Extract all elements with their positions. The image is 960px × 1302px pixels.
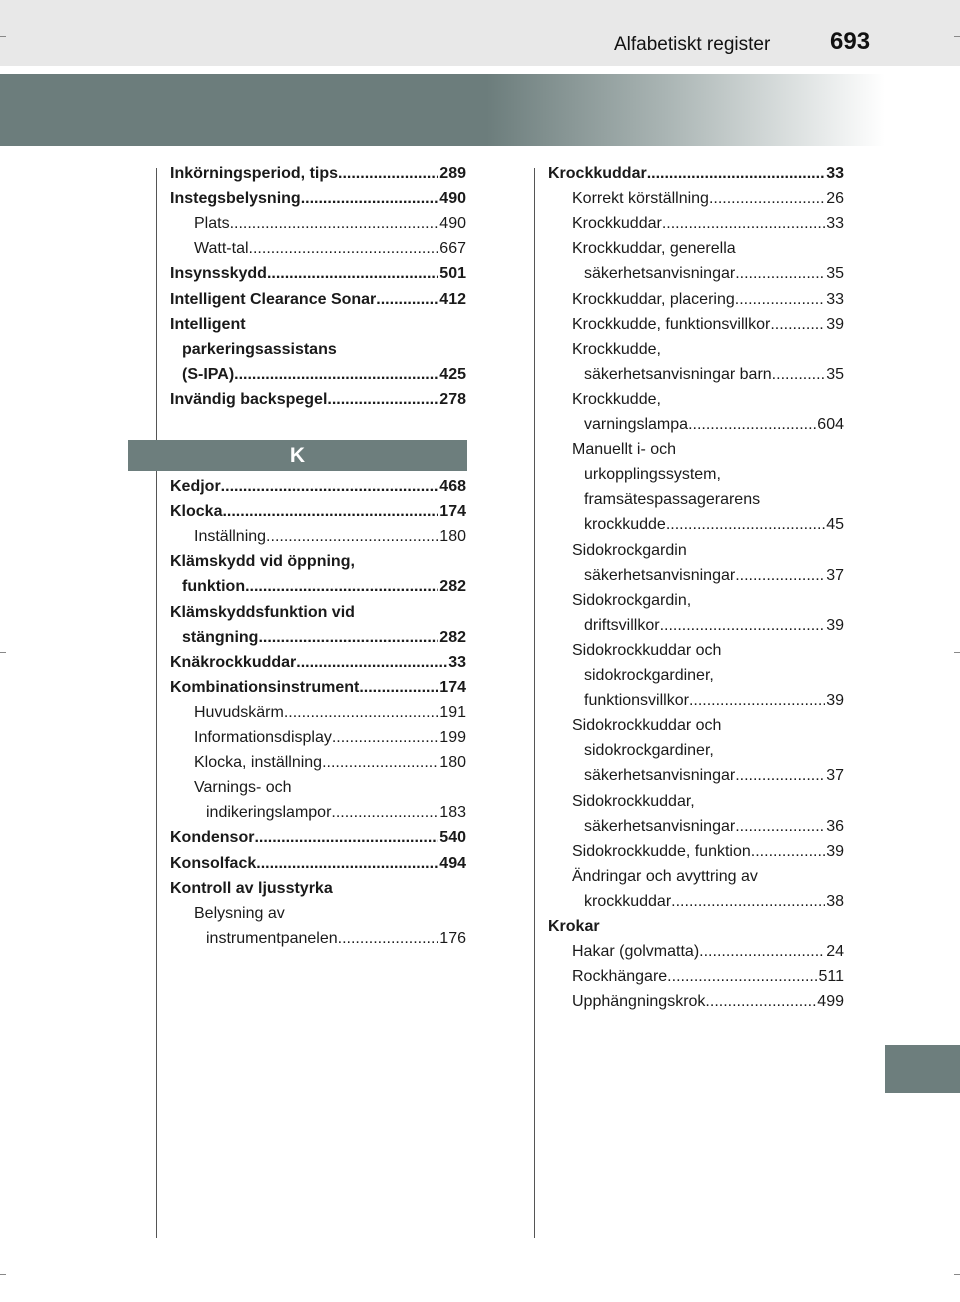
entry-page-number: 501 (439, 265, 466, 283)
left-column-rule (156, 168, 157, 1238)
index-entry (584, 741, 844, 761)
entry-term: instrumentpanelen (206, 929, 338, 947)
entry-term: indikeringslampor (206, 804, 332, 822)
entry-page-number: 499 (817, 993, 844, 1011)
entry-term: stängning (182, 628, 259, 646)
crop-mark (954, 36, 960, 37)
entry-page-number: 176 (439, 929, 466, 947)
entry-term: parkeringsassistans (182, 340, 337, 358)
page-number: 693 (830, 28, 871, 55)
index-entry (572, 440, 844, 460)
index-entry (170, 315, 466, 335)
dot-leader (322, 753, 438, 773)
index-entry (572, 942, 844, 962)
crop-mark (0, 652, 6, 653)
dot-leader (338, 164, 438, 184)
crop-mark (0, 36, 6, 37)
index-entry (572, 716, 844, 736)
crop-mark (954, 1274, 960, 1275)
entry-term: driftsvillkor (584, 616, 660, 634)
index-entry (584, 616, 844, 636)
index-entry (584, 766, 844, 786)
index-entry (182, 365, 466, 385)
entry-term: Klocka (170, 503, 223, 521)
index-entry (548, 917, 844, 937)
entry-page-number: 180 (439, 754, 466, 772)
index-entry (572, 591, 844, 611)
index-entry (584, 365, 844, 385)
index-entry (584, 415, 844, 435)
entry-term: Krockkudde, (572, 390, 661, 408)
index-entry (170, 290, 466, 310)
entry-page-number: 39 (826, 692, 844, 710)
index-entry (170, 189, 466, 209)
index-entry (170, 390, 466, 410)
entry-term: Intelligent (170, 315, 246, 333)
entry-term: Manuellt i- och (572, 441, 677, 459)
index-entry (194, 214, 466, 234)
entry-page-number: 183 (439, 804, 466, 822)
dot-leader (284, 703, 438, 723)
dot-leader (662, 214, 825, 234)
entry-page-number: 174 (439, 678, 466, 696)
dot-leader (230, 214, 439, 234)
entry-term: Krockkuddar (548, 165, 647, 182)
dot-leader (234, 365, 438, 385)
entry-term: krockkudde (584, 516, 666, 534)
entry-term: Informationsdisplay (194, 729, 332, 746)
dot-leader (647, 164, 826, 184)
index-entry (584, 515, 844, 535)
entry-term: Krockkuddar (572, 215, 662, 233)
index-entry (572, 214, 844, 234)
entry-term: Krockkuddar, generella (572, 240, 736, 258)
index-entry (572, 641, 844, 661)
entry-page-number: 45 (826, 516, 844, 534)
entry-term: sidokrockgardiner, (584, 742, 714, 760)
entry-page-number: 289 (439, 165, 466, 182)
header-strip (0, 0, 960, 66)
entry-page-number: 24 (826, 943, 844, 961)
index-entry (206, 803, 466, 823)
index-entry (182, 628, 466, 648)
entry-term: Inkörningsperiod, tips (170, 165, 339, 182)
index-entry (572, 340, 844, 360)
index-entry (170, 603, 466, 623)
index-entry (194, 527, 466, 547)
entry-term: Insynsskydd (170, 265, 267, 283)
dot-leader (689, 691, 825, 711)
dot-leader (660, 616, 826, 636)
dot-leader (735, 766, 825, 786)
entry-page-number: 39 (826, 616, 844, 634)
crop-mark (0, 1274, 6, 1275)
entry-page-number: 39 (826, 315, 844, 333)
entry-page-number: 39 (826, 842, 844, 860)
entry-page-number: 26 (826, 190, 844, 208)
entry-term: Kondensor (170, 829, 255, 847)
index-entry (572, 992, 844, 1012)
index-entry (584, 817, 844, 837)
entry-page-number: 468 (439, 478, 466, 495)
entry-page-number: 180 (439, 528, 466, 546)
entry-page-number: 37 (826, 566, 844, 584)
index-entry (194, 703, 466, 723)
index-entry (584, 666, 844, 686)
entry-page-number: 174 (439, 503, 466, 521)
entry-page-number: 33 (826, 215, 844, 233)
entry-term: Knäkrockkuddar (170, 653, 297, 671)
dot-leader (709, 189, 825, 209)
dot-leader (222, 502, 438, 522)
entry-term: Intelligent Clearance Sonar (170, 290, 377, 308)
entry-term: Ändringar och avyttring av (572, 867, 758, 885)
entry-term: Kedjor (170, 478, 221, 495)
entry-term: Krokar (548, 918, 600, 935)
entry-page-number: 490 (439, 215, 466, 233)
index-entry (194, 904, 466, 924)
entry-term: säkerhetsanvisningar (584, 265, 736, 283)
entry-term: Inställning (194, 528, 267, 546)
index-entry (206, 929, 466, 949)
index-entry (572, 541, 844, 561)
entry-term: framsätespassagerarens (584, 491, 761, 509)
index-entry (170, 879, 466, 899)
index-entry (572, 390, 844, 410)
entry-page-number: 604 (817, 416, 844, 433)
dot-leader (327, 390, 438, 410)
dot-leader (770, 315, 825, 335)
dot-leader (735, 264, 825, 284)
entry-term: Kombinationsinstrument (170, 678, 360, 696)
entry-term: Sidokrockkuddar och (572, 717, 722, 735)
entry-term: Varnings- och (194, 779, 292, 797)
dot-leader (671, 892, 825, 912)
entry-term: funktionsvillkor (584, 692, 689, 710)
entry-page-number: 667 (439, 240, 466, 258)
index-entry (170, 502, 466, 522)
entry-term: Sidokrockkudde, funktion (572, 842, 751, 860)
dot-leader (258, 628, 438, 648)
entry-page-number: 33 (448, 653, 466, 671)
entry-term: Belysning av (194, 904, 285, 922)
dot-leader (249, 239, 439, 259)
dot-leader (667, 967, 817, 987)
entry-page-number: 199 (439, 729, 466, 746)
dot-leader (267, 264, 438, 284)
entry-page-number: 36 (826, 817, 844, 835)
index-entry (170, 552, 466, 572)
dot-leader (688, 415, 816, 435)
section-letter-bar: K (128, 440, 467, 471)
entry-page-number: 33 (826, 290, 844, 308)
index-entry (182, 577, 466, 597)
entry-term: urkopplingssystem, (584, 466, 721, 484)
dot-leader (296, 653, 447, 673)
chapter-banner (0, 74, 885, 146)
entry-term: Korrekt körställning (572, 190, 709, 208)
entry-term: Plats (194, 215, 230, 233)
entry-term: Huvudskärm (194, 703, 284, 721)
index-entry (170, 854, 466, 874)
index-entry (572, 239, 844, 259)
entry-term: Klocka, inställning (194, 754, 323, 772)
index-entry (170, 653, 466, 673)
entry-term: säkerhetsanvisningar (584, 767, 736, 785)
dot-leader (735, 817, 825, 837)
entry-term: säkerhetsanvisningar (584, 817, 736, 835)
entry-page-number: 494 (439, 854, 466, 872)
index-entry (194, 728, 466, 748)
entry-term: säkerhetsanvisningar barn (584, 365, 772, 383)
entry-term: Invändig backspegel (170, 390, 328, 408)
index-entry (584, 264, 844, 284)
entry-page-number: 282 (439, 578, 466, 596)
index-entry (572, 867, 844, 887)
dot-leader (772, 365, 826, 385)
index-entry (584, 490, 844, 510)
index-entry (194, 778, 466, 798)
entry-page-number: 38 (826, 892, 844, 910)
entry-term: Klämskydd vid öppning, (170, 553, 355, 571)
entry-term: Sidokrockgardin (572, 541, 687, 559)
dot-leader (301, 189, 439, 209)
dot-leader (699, 942, 825, 962)
entry-term: säkerhetsanvisningar (584, 566, 736, 584)
dot-leader (331, 803, 438, 823)
index-entry (584, 892, 844, 912)
entry-term: Sidokrockkuddar och (572, 641, 722, 659)
page-title: Alfabetiskt register (614, 34, 771, 55)
index-entry (194, 753, 466, 773)
index-entry (170, 828, 466, 848)
index-entry (194, 239, 466, 259)
entry-page-number: 511 (818, 968, 844, 986)
index-entry (170, 264, 466, 284)
thumb-index-tab (885, 1045, 960, 1093)
entry-page-number: 412 (439, 290, 466, 308)
index-entry (572, 792, 844, 812)
entry-term: (S-IPA) (182, 365, 235, 383)
entry-term: Krockkudde, (572, 340, 661, 358)
entry-term: varningslampa (584, 416, 689, 433)
crop-mark (954, 652, 960, 653)
dot-leader (735, 290, 825, 310)
entry-page-number: 35 (826, 265, 844, 283)
dot-leader (221, 477, 439, 497)
dot-leader (254, 828, 438, 848)
entry-term: krockkuddar (584, 892, 672, 910)
dot-leader (359, 678, 438, 698)
index-entry (170, 477, 466, 497)
entry-term: Upphängningskrok (572, 993, 706, 1011)
dot-leader (705, 992, 816, 1012)
index-entry (572, 315, 844, 335)
dot-leader (332, 728, 438, 748)
entry-term: Krockkuddar, placering (572, 290, 735, 308)
entry-page-number: 191 (439, 703, 466, 721)
entry-term: sidokrockgardiner, (584, 667, 714, 684)
entry-page-number: 425 (439, 365, 466, 383)
entry-page-number: 540 (439, 829, 466, 847)
index-entry (572, 189, 844, 209)
entry-term: Konsolfack (170, 854, 257, 872)
dot-leader (256, 854, 438, 874)
entry-term: Hakar (golvmatta) (572, 943, 700, 961)
entry-term: Krockkudde, funktionsvillkor (572, 315, 771, 333)
index-entry (170, 164, 466, 184)
index-entry (572, 290, 844, 310)
dot-leader (266, 527, 438, 547)
index-entry (548, 164, 844, 184)
entry-page-number: 35 (826, 365, 844, 383)
index-entry (170, 678, 466, 698)
index-entry (182, 340, 466, 360)
dot-leader (245, 577, 438, 597)
entry-page-number: 33 (826, 165, 844, 182)
entry-page-number: 282 (439, 628, 466, 646)
index-entry (584, 465, 844, 485)
entry-term: Kontroll av ljusstyrka (170, 879, 333, 897)
entry-page-number: 490 (439, 190, 466, 208)
index-entry (584, 566, 844, 586)
entry-term: Watt-tal (194, 240, 249, 258)
entry-page-number: 278 (439, 390, 466, 408)
index-entry (584, 691, 844, 711)
dot-leader (751, 842, 825, 862)
dot-leader (666, 515, 825, 535)
entry-page-number: 37 (826, 767, 844, 785)
right-column-rule (534, 168, 535, 1238)
entry-term: Sidokrockkuddar, (572, 792, 695, 810)
dot-leader (376, 290, 438, 310)
entry-term: funktion (182, 578, 246, 596)
index-entry (572, 842, 844, 862)
index-entry (572, 967, 844, 987)
entry-term: Klämskyddsfunktion vid (170, 603, 355, 621)
dot-leader (338, 929, 439, 949)
dot-leader (735, 566, 825, 586)
entry-term: Rockhängare (572, 968, 668, 986)
entry-term: Sidokrockgardin, (572, 591, 692, 609)
entry-term: Instegsbelysning (170, 190, 301, 208)
